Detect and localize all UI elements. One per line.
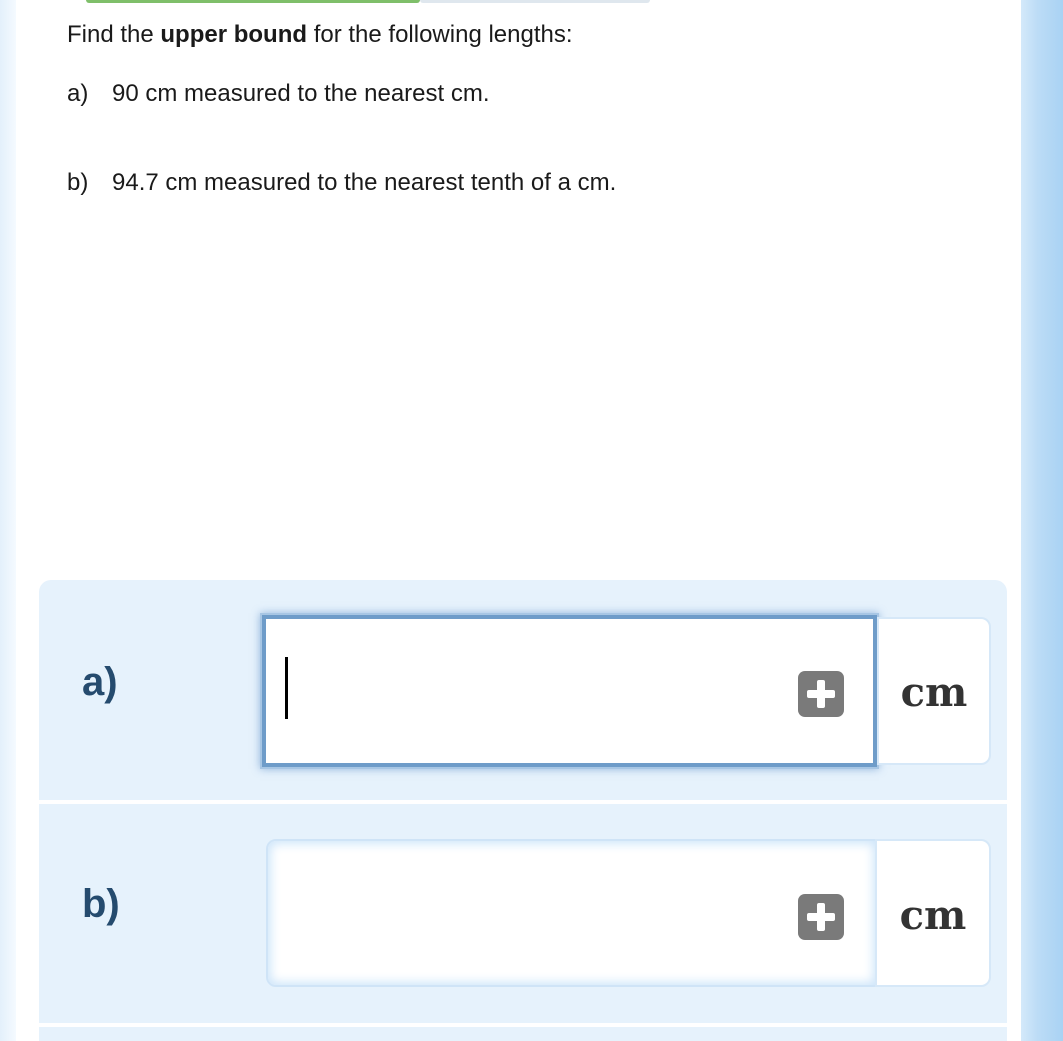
row-divider bbox=[39, 1023, 1007, 1027]
plus-square-icon[interactable] bbox=[798, 894, 844, 940]
left-edge-panel bbox=[0, 0, 16, 1041]
progress-bar-filled bbox=[86, 0, 420, 3]
unit-label-a: cm bbox=[877, 617, 991, 765]
unit-label-b: cm bbox=[875, 839, 991, 987]
answer-input-a[interactable] bbox=[262, 615, 877, 767]
question-intro-end: for the following lengths: bbox=[307, 21, 573, 48]
question-item-letter: b) bbox=[67, 169, 89, 196]
question-item-letter: a) bbox=[67, 80, 89, 107]
question-item-text: 94.7 cm measured to the nearest tenth of a cm. bbox=[112, 169, 617, 196]
answer-label-a: a) bbox=[82, 660, 118, 704]
right-scroll-panel bbox=[1021, 0, 1063, 1041]
question-item-b bbox=[67, 166, 616, 200]
plus-square-icon[interactable] bbox=[798, 671, 844, 717]
question-intro-bold: upper bound bbox=[160, 21, 308, 48]
text-cursor bbox=[285, 657, 288, 719]
question-item-a bbox=[67, 77, 490, 111]
answer-label-b: b) bbox=[82, 882, 120, 926]
question-item-text: 90 cm measured to the nearest cm. bbox=[112, 80, 490, 107]
progress-bar-track bbox=[420, 0, 650, 3]
row-divider bbox=[39, 800, 1007, 804]
answer-input-b[interactable] bbox=[266, 839, 878, 987]
question-intro-start: Find the bbox=[67, 21, 161, 48]
question-intro bbox=[67, 18, 573, 52]
